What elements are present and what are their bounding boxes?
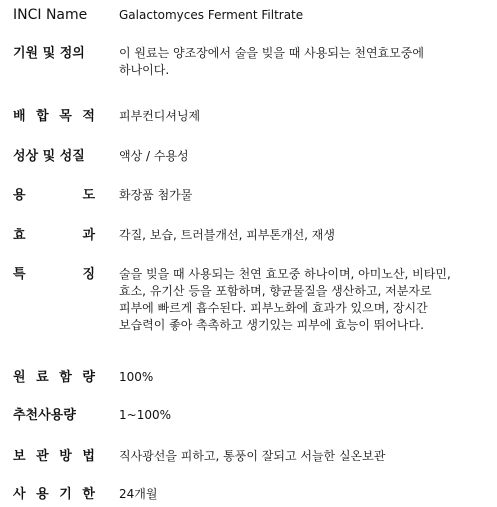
value-features-line: 보습력이 좋아 촉촉하고 생기있는 피부에 효능이 뛰어나다. (119, 318, 424, 332)
label-char: 합 (36, 109, 49, 124)
value-features-line: 술을 빚을 때 사용되는 천연 효모중 하나이며, 아미노산, 비타민, (119, 267, 451, 281)
value-inci-name: Galactomyces Ferment Filtrate (119, 8, 304, 22)
label-char: 효 (13, 228, 26, 243)
label-usage (13, 187, 95, 204)
label-char: 료 (36, 370, 49, 385)
label-char: 징 (82, 267, 95, 282)
value-origin (119, 45, 489, 79)
label-char: 보 (13, 449, 26, 464)
label-char: 량 (82, 370, 95, 385)
label-storage (13, 448, 95, 465)
label-properties: 성상 및 성질 (13, 149, 85, 164)
label-char: 사 (13, 487, 26, 502)
label-char: 한 (82, 487, 95, 502)
label-char: 방 (59, 449, 72, 464)
label-char: 용 (13, 188, 26, 203)
label-char: 기 (59, 487, 72, 502)
value-origin-line: 이 원료는 양조장에서 술을 빚을 때 사용되는 천연효모중에 (119, 46, 424, 60)
label-char: 법 (82, 449, 95, 464)
value-storage: 직사광선을 피하고, 통풍이 잘되고 서늘한 실온보관 (119, 449, 386, 463)
label-shelf-life (13, 486, 95, 503)
value-purpose: 피부컨디셔닝제 (119, 109, 201, 123)
label-char: 용 (36, 487, 49, 502)
value-origin-line: 하나이다. (119, 63, 170, 77)
label-char: 특 (13, 267, 26, 282)
label-char: 과 (82, 228, 95, 243)
label-recommended: 추천사용량 (13, 408, 76, 423)
label-char: 함 (59, 370, 72, 385)
label-content (13, 369, 95, 386)
value-features-line: 효소, 유기산 등을 포함하며, 향균물질을 생산하고, 저분자로 (119, 284, 432, 298)
label-char: 배 (13, 109, 26, 124)
value-features-line: 피부에 빠르게 흡수된다. 피부노화에 효과가 있으며, 장시간 (119, 301, 428, 315)
label-effect (13, 227, 95, 244)
value-features (119, 266, 489, 334)
value-shelf-life: 24개월 (119, 487, 158, 501)
label-char: 적 (82, 109, 95, 124)
label-origin: 기원 및 정의 (13, 46, 85, 61)
label-char: 관 (36, 449, 49, 464)
label-char: 목 (59, 109, 72, 124)
value-properties: 액상 / 수용성 (119, 149, 189, 163)
label-features (13, 266, 95, 283)
label-char: 원 (13, 370, 26, 385)
value-content: 100% (119, 370, 154, 384)
label-char: 도 (82, 188, 95, 203)
value-recommended: 1~100% (119, 408, 171, 422)
value-usage: 화장품 첨가물 (119, 188, 193, 202)
label-inci-name: INCI Name (13, 7, 88, 23)
label-purpose (13, 108, 95, 125)
value-effect: 각질, 보습, 트러블개선, 피부톤개선, 재생 (119, 228, 335, 242)
